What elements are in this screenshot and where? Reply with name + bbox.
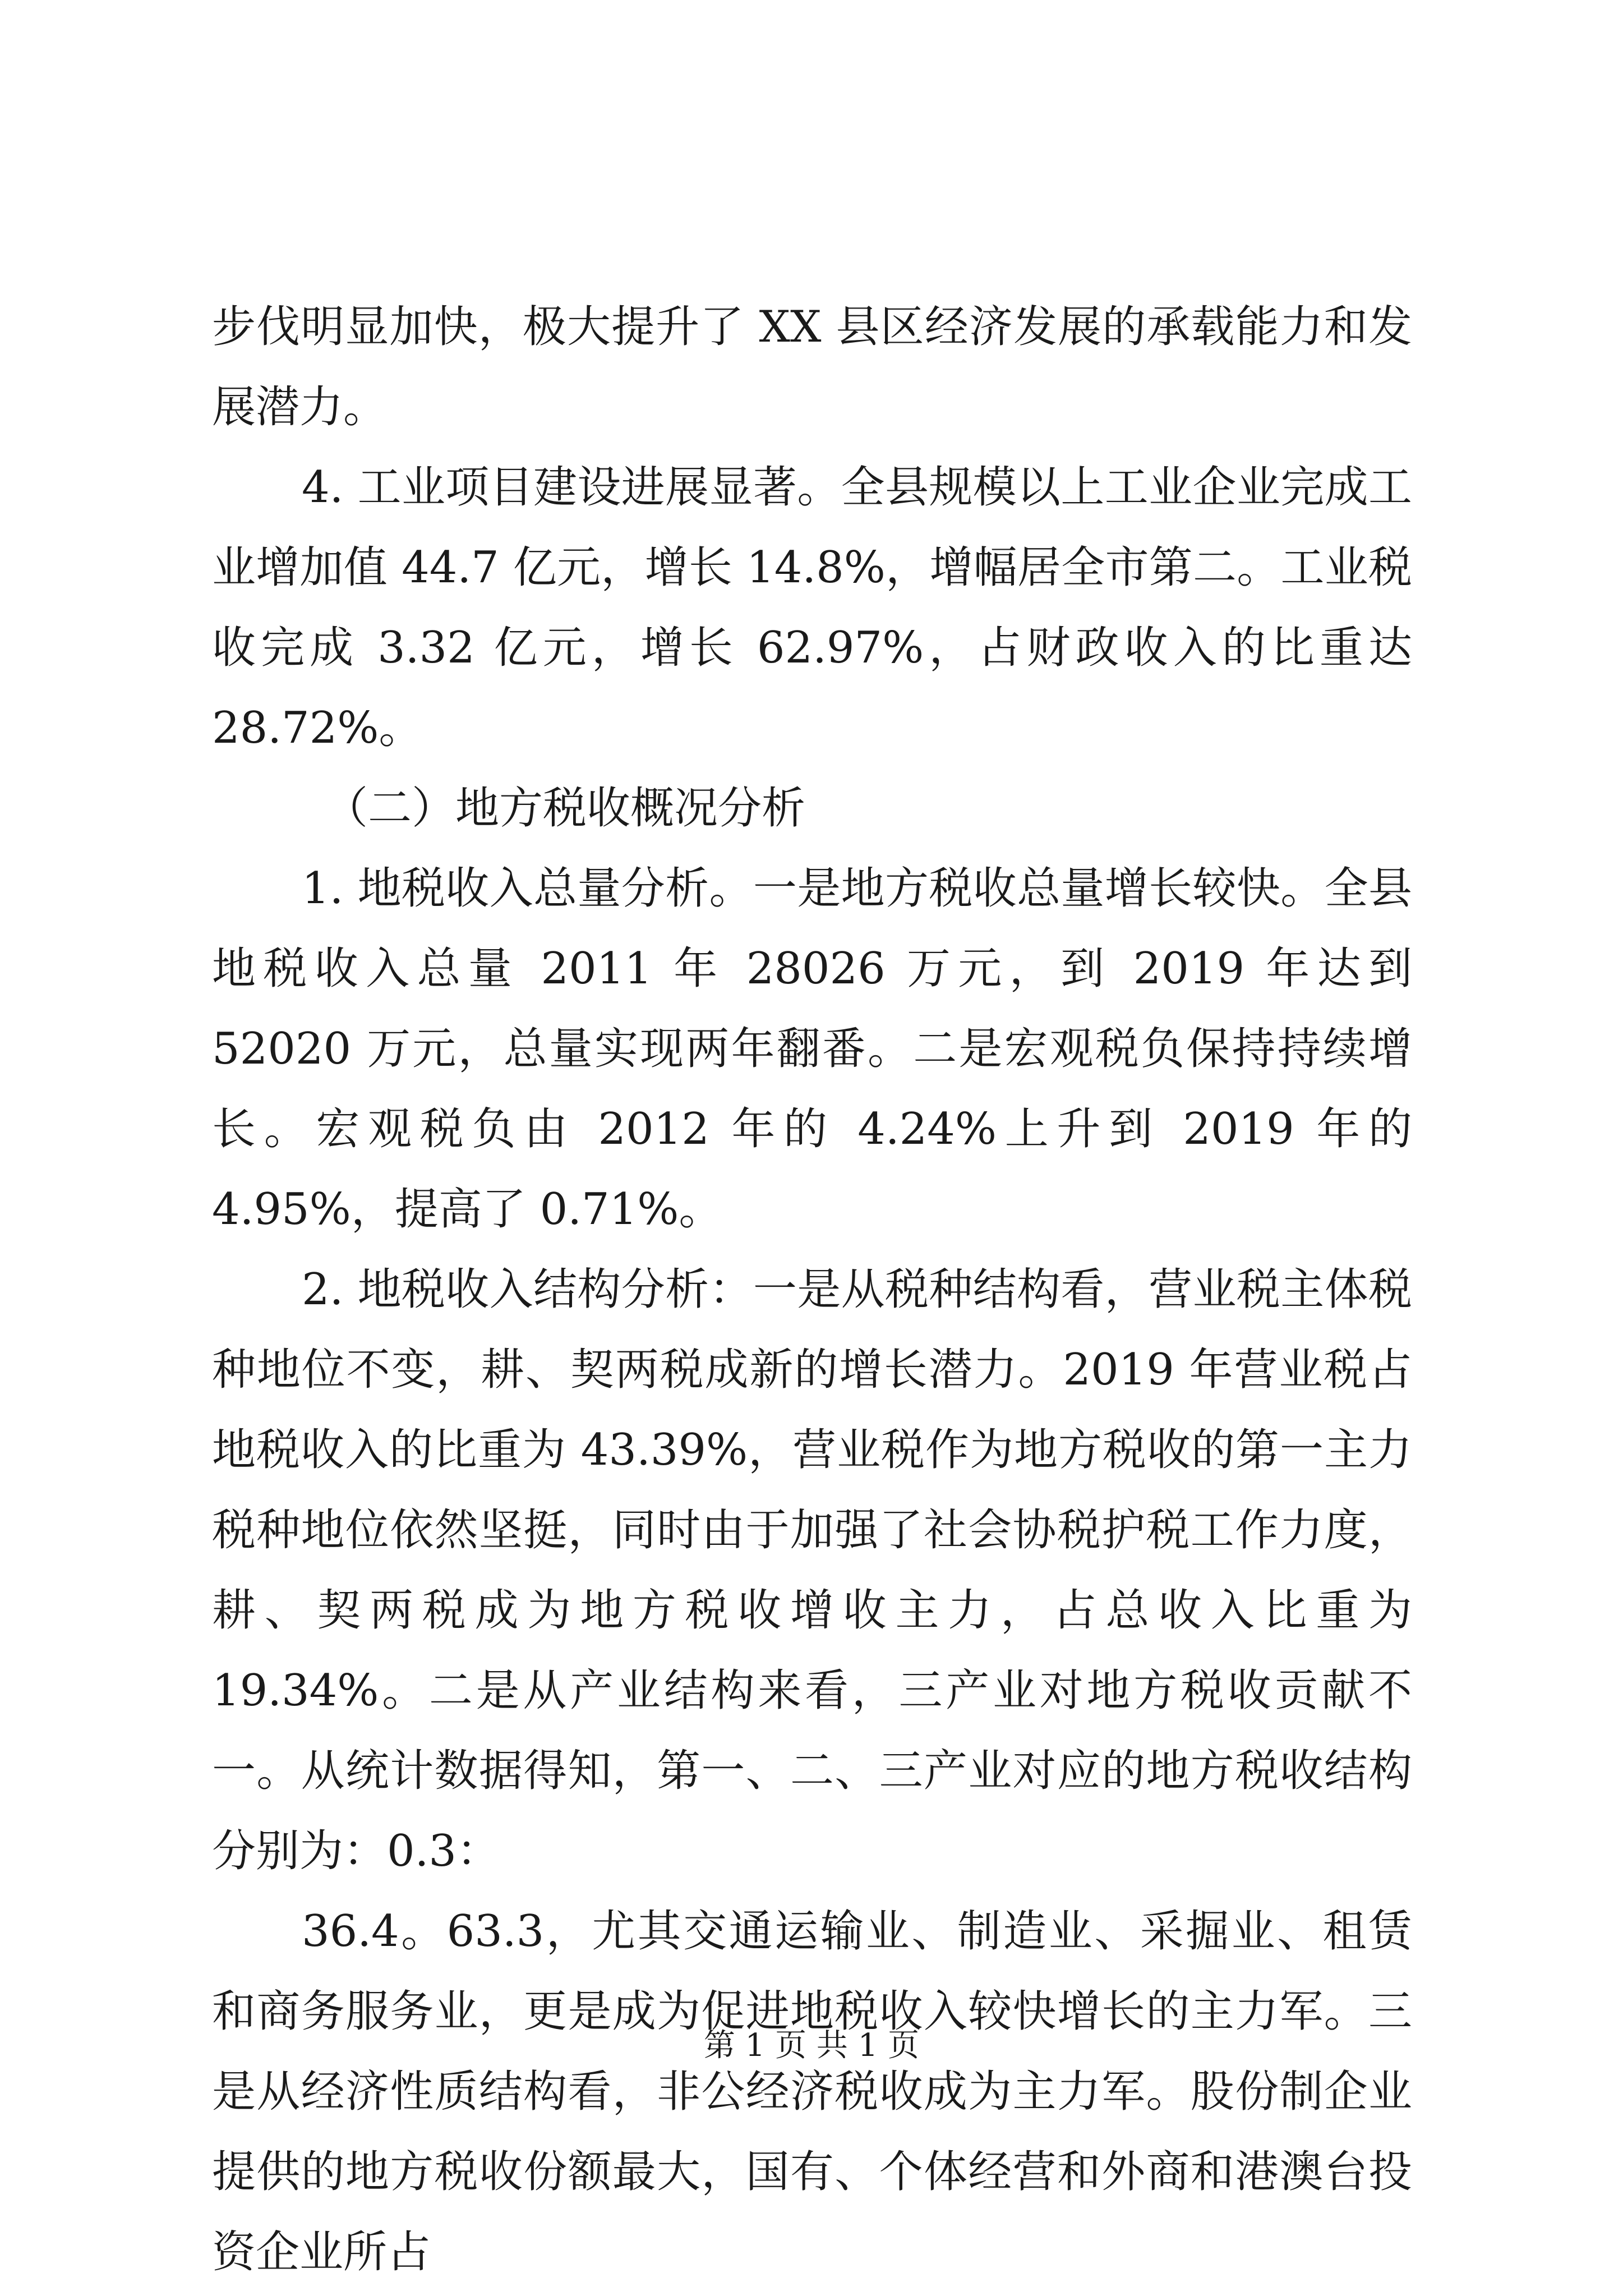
- document-body: [212, 287, 1412, 2293]
- paragraph-industry-ratio: 36.4。63.3，尤其交通运输业、制造业、采掘业、租赁和商务服务业，更是成为促进地税收入较快增长的主力军。三是从经济性质结构看，非公经济税收成为主力军。股份制企业提供的地方税收份额最大，国有、个体经营和外商和港澳台投资企业所占: [212, 1906, 1412, 2277]
- section-heading: （二）地方税收概况分析: [324, 783, 806, 834]
- paragraph-tax-total: 1. 地税收入总量分析。一是地方税收总量增长较快。全县地税收入总量 2011 年 28026 万元，到 2019 年达到 52020 万元，总量实现两年翻番。二是宏观税负保持持续增长。宏观税负由 2012 年的 4.24%上升到 2019 年的 4.95%，提高了 0.71%。: [212, 863, 1412, 1235]
- page-number: 第 1 页 共 1 页: [703, 2027, 920, 2064]
- paragraph-continuation: 步伐明显加快，极大提升了 XX 县区经济发展的承载能力和发展潜力。: [212, 302, 1412, 432]
- paragraph-tax-structure: 2. 地税收入结构分析：一是从税种结构看，营业税主体税种地位不变，耕、契两税成新的增长潜力。2019 年营业税占地税收入的比重为 43.39%，营业税作为地方税收的第一主力税种地位依然坚挺，同时由于加强了社会协税护税工作力度，耕、契两税成为地方税收增收主力，占总收入比重为 19.34%。二是从产业结构来看，三产业对地方税收贡献不一。从统计数据得知，第一、二、三产业对应的地方税收结构分别为：0.3：: [212, 1264, 1412, 1876]
- page-footer: [0, 2026, 1623, 2065]
- paragraph-industrial-projects: 4. 工业项目建设进展显著。全县规模以上工业企业完成工业增加值 44.7 亿元，增长 14.8%，增幅居全市第二。工业税收完成 3.32 亿元，增长 62.97%，占财政收入的比重达 28.72%。: [212, 462, 1412, 753]
